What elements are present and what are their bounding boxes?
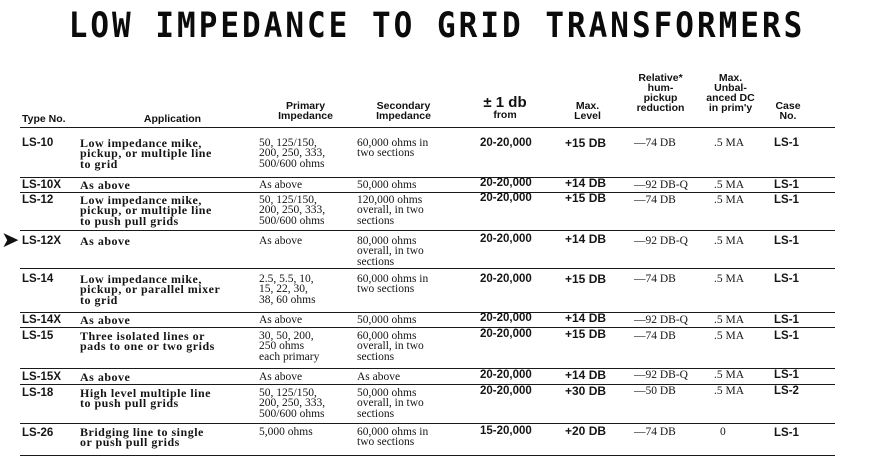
row-case-no: LS-1: [774, 273, 799, 285]
row-case-no: LS-1: [774, 235, 799, 247]
row-response: 20-20,000: [480, 273, 532, 285]
row-max-level: +30 DB: [565, 384, 607, 398]
row-application: Low impedance mike, pickup, or multiple line to push pull grids: [80, 193, 212, 228]
row-max-dc: .5 MA: [714, 235, 745, 247]
row-primary: 30, 50, 200, 250 ohms each primary: [259, 330, 320, 363]
row-max-dc: .5 MA: [714, 137, 745, 149]
row-case-no: LS-1: [774, 330, 799, 342]
row-max-dc: .5 MA: [714, 194, 745, 206]
row-max-level: +14 DB: [565, 368, 607, 382]
row-max-dc: 0: [720, 426, 726, 438]
header-hum-pickup-reduction: Relative* hum- pickup reduction: [636, 72, 685, 114]
row-type-no: LS-15: [22, 330, 54, 342]
header-rule: [20, 127, 835, 128]
header-type-no: Type No.: [22, 113, 66, 125]
row-divider: [20, 384, 835, 385]
row-primary: 50, 125/150, 200, 250, 333, 500/600 ohms: [259, 387, 326, 420]
row-primary: As above: [259, 179, 303, 191]
row-response: 20-20,000: [480, 233, 532, 245]
header-secondary-impedance: Secondary Impedance: [376, 100, 431, 122]
row-max-level: +14 DB: [565, 311, 607, 325]
row-secondary: 60,000 ohms in two sections: [357, 137, 429, 160]
row-response: 20-20,000: [480, 192, 532, 204]
row-case-no: LS-2: [774, 385, 799, 397]
row-primary: As above: [259, 235, 303, 247]
row-type-no: LS-18: [22, 387, 54, 399]
page-title: LOW IMPEDANCE TO GRID TRANSFORMERS: [68, 5, 806, 47]
header-primary-impedance: Primary Impedance: [278, 100, 333, 122]
row-divider: [20, 423, 835, 424]
row-max-level: +20 DB: [565, 424, 607, 438]
row-secondary: 60,000 ohms in two sections: [357, 426, 429, 449]
row-response: 20-20,000: [480, 177, 532, 189]
header-max-unbalanced-dc: Max. Unbal- anced DC in prim'y: [706, 72, 755, 114]
row-primary: 50, 125/150, 200, 250, 333, 500/600 ohms: [259, 194, 326, 227]
row-type-no: LS-14X: [22, 314, 61, 326]
row-secondary: 50,000 ohms: [357, 314, 417, 326]
row-divider: [20, 268, 835, 269]
row-max-level: +14 DB: [565, 232, 607, 246]
row-type-no: LS-12X: [22, 235, 61, 247]
row-application: As above: [80, 178, 131, 192]
row-response: 20-20,000: [480, 328, 532, 340]
row-secondary: 60,000 ohms in two sections: [357, 273, 429, 296]
header-response-range: ± 1 db: [483, 94, 527, 111]
row-case-no: LS-1: [774, 137, 799, 149]
row-max-level: +15 DB: [565, 327, 607, 341]
row-primary: 50, 125/150, 200, 250, 333, 500/600 ohms: [259, 137, 326, 170]
row-hum-reduction: —92 DB-Q: [634, 314, 688, 326]
header-response-from: from: [493, 109, 517, 121]
row-max-dc: .5 MA: [714, 330, 745, 342]
header-case-no: Case No.: [775, 100, 801, 122]
row-application: As above: [80, 313, 131, 327]
row-application: Three isolated lines or pads to one or two grids: [80, 329, 215, 354]
row-application: As above: [80, 370, 131, 384]
row-hum-reduction: —74 DB: [634, 137, 676, 149]
row-primary: As above: [259, 371, 303, 383]
row-type-no: LS-14: [22, 273, 54, 285]
row-secondary: 50,000 ohms: [357, 179, 417, 191]
row-application: As above: [80, 234, 131, 248]
row-case-no: LS-1: [774, 369, 799, 381]
row-divider: [20, 368, 835, 369]
row-application: Low impedance mike, pickup, or parallel mixer to grid: [80, 272, 221, 307]
row-application: Bridging line to single or push pull grids: [80, 425, 204, 450]
row-secondary: As above: [357, 371, 401, 383]
row-max-level: +15 DB: [565, 191, 607, 205]
row-application: High level multiple line to push pull grids: [80, 386, 211, 411]
row-hum-reduction: —74 DB: [634, 273, 676, 285]
row-secondary: 60,000 ohms overall, in two sections: [357, 330, 424, 363]
row-max-level: +15 DB: [565, 136, 607, 150]
row-case-no: LS-1: [774, 427, 799, 439]
pointer-arrow-icon: ➤: [1, 228, 20, 253]
row-hum-reduction: —74 DB: [634, 330, 676, 342]
row-type-no: LS-26: [22, 427, 54, 439]
row-max-dc: .5 MA: [714, 314, 745, 326]
row-max-dc: .5 MA: [714, 179, 745, 191]
row-type-no: LS-12: [22, 194, 54, 206]
row-hum-reduction: —92 DB-Q: [634, 369, 688, 381]
row-max-dc: .5 MA: [714, 369, 745, 381]
row-response: 15-20,000: [480, 425, 532, 437]
row-max-dc: .5 MA: [714, 273, 745, 285]
row-hum-reduction: —74 DB: [634, 194, 676, 206]
header-application: Application: [143, 113, 202, 125]
row-primary: 5,000 ohms: [259, 426, 313, 438]
row-application: Low impedance mike, pickup, or multiple line to grid: [80, 136, 212, 171]
row-hum-reduction: —92 DB-Q: [634, 179, 688, 191]
row-response: 20-20,000: [480, 312, 532, 324]
row-response: 20-20,000: [480, 137, 532, 149]
row-type-no: LS-15X: [22, 371, 61, 383]
row-secondary: 120,000 ohms overall, in two sections: [357, 194, 424, 227]
row-divider: [20, 312, 835, 313]
row-case-no: LS-1: [774, 194, 799, 206]
row-type-no: LS-10X: [22, 179, 61, 191]
row-type-no: LS-10: [22, 137, 54, 149]
row-max-level: +14 DB: [565, 176, 607, 190]
row-response: 20-20,000: [480, 369, 532, 381]
row-case-no: LS-1: [774, 179, 799, 191]
row-max-dc: .5 MA: [714, 385, 745, 397]
row-hum-reduction: —92 DB-Q: [634, 235, 688, 247]
row-divider: [20, 327, 835, 328]
row-max-level: +15 DB: [565, 272, 607, 286]
row-primary: As above: [259, 314, 303, 326]
row-hum-reduction: —50 DB: [634, 385, 676, 397]
header-max-level: Max. Level: [574, 100, 601, 122]
row-secondary: 50,000 ohms overall, in two sections: [357, 387, 424, 420]
row-response: 20-20,000: [480, 385, 532, 397]
row-secondary: 80,000 ohms overall, in two sections: [357, 235, 424, 268]
row-primary: 2.5, 5.5, 10, 15, 22, 30, 38, 60 ohms: [259, 273, 316, 306]
row-case-no: LS-1: [774, 314, 799, 326]
row-hum-reduction: —74 DB: [634, 426, 676, 438]
row-divider: [20, 230, 835, 231]
row-divider: [20, 177, 835, 178]
bottom-rule: [20, 455, 835, 456]
